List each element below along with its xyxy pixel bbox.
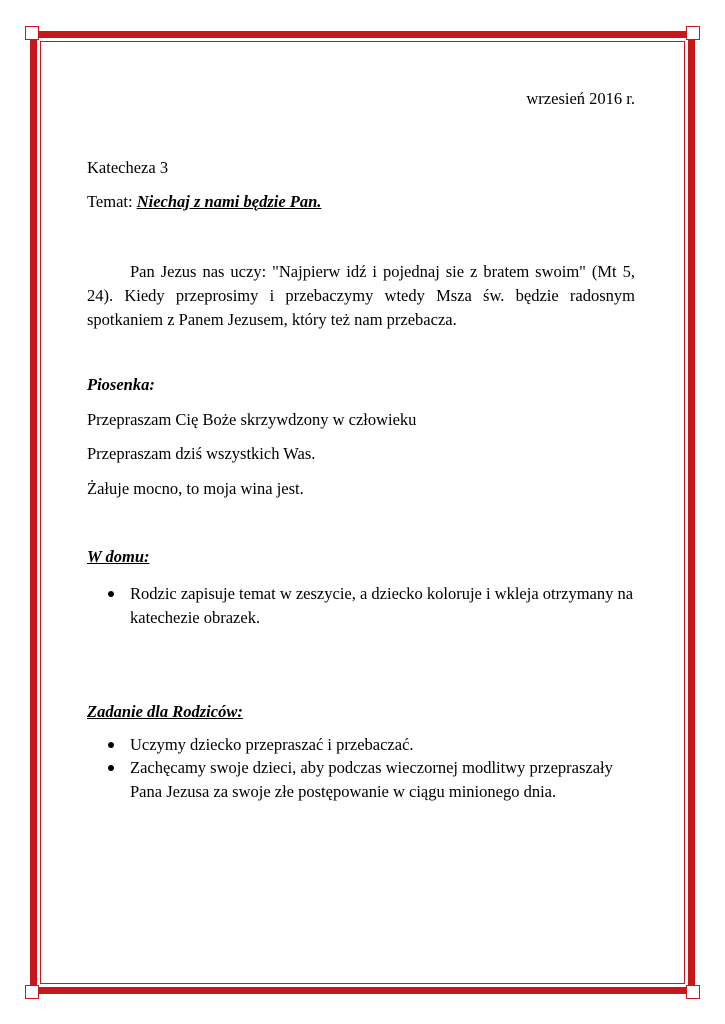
lesson-topic	[87, 190, 321, 214]
lesson-label: Katecheza 3	[87, 158, 169, 177]
border-corner-bottom-right	[686, 985, 700, 999]
border-corner-top-right	[686, 26, 700, 40]
parents-list-item	[87, 756, 635, 804]
topic-prefix: Temat:	[87, 192, 137, 211]
topic-title: Niechaj z nami będzie Pan.	[136, 192, 322, 211]
intro-paragraph: Pan Jezus nas uczy: "Najpierw idź i pojednaj sie z bratem swoim" (Mt 5, 24). Kiedy przeprosimy i przebaczymy wtedy Msza św. będzie radosnym spotkaniem z Panem Jezusem, który też nam przebacza.	[87, 262, 635, 329]
bullet-icon	[108, 742, 114, 748]
song-line: Przepraszam dziś wszystkich Was.	[87, 444, 316, 463]
parents-item-text: Zachęcamy swoje dzieci, aby podczas wieczornej modlitwy przepraszały Pana Jezusa za swoje złe postępowanie w ciągu minionego dnia.	[130, 758, 613, 801]
parents-list-item	[87, 733, 635, 757]
home-heading: W domu:	[87, 547, 150, 566]
home-list-item	[87, 582, 635, 630]
bullet-icon	[108, 765, 114, 771]
home-item-text: Rodzic zapisuje temat w zeszycie, a dziecko koloruje i wkleja otrzymany na katechezie obrazek.	[130, 584, 634, 627]
border-corner-bottom-left	[25, 985, 39, 999]
page-border-inner	[40, 41, 685, 984]
parents-item-text: Uczymy dziecko przepraszać i przebaczać.	[130, 735, 414, 754]
song-line: Żałuje mocno, to moja wina jest.	[87, 479, 304, 498]
border-corner-top-left	[25, 26, 39, 40]
bullet-icon	[108, 591, 114, 597]
document-date: wrzesień 2016 r.	[526, 89, 635, 108]
song-heading: Piosenka:	[87, 375, 155, 394]
song-line: Przepraszam Cię Boże skrzywdzony w człowieku	[87, 410, 417, 429]
parents-heading: Zadanie dla Rodziców:	[87, 702, 243, 721]
